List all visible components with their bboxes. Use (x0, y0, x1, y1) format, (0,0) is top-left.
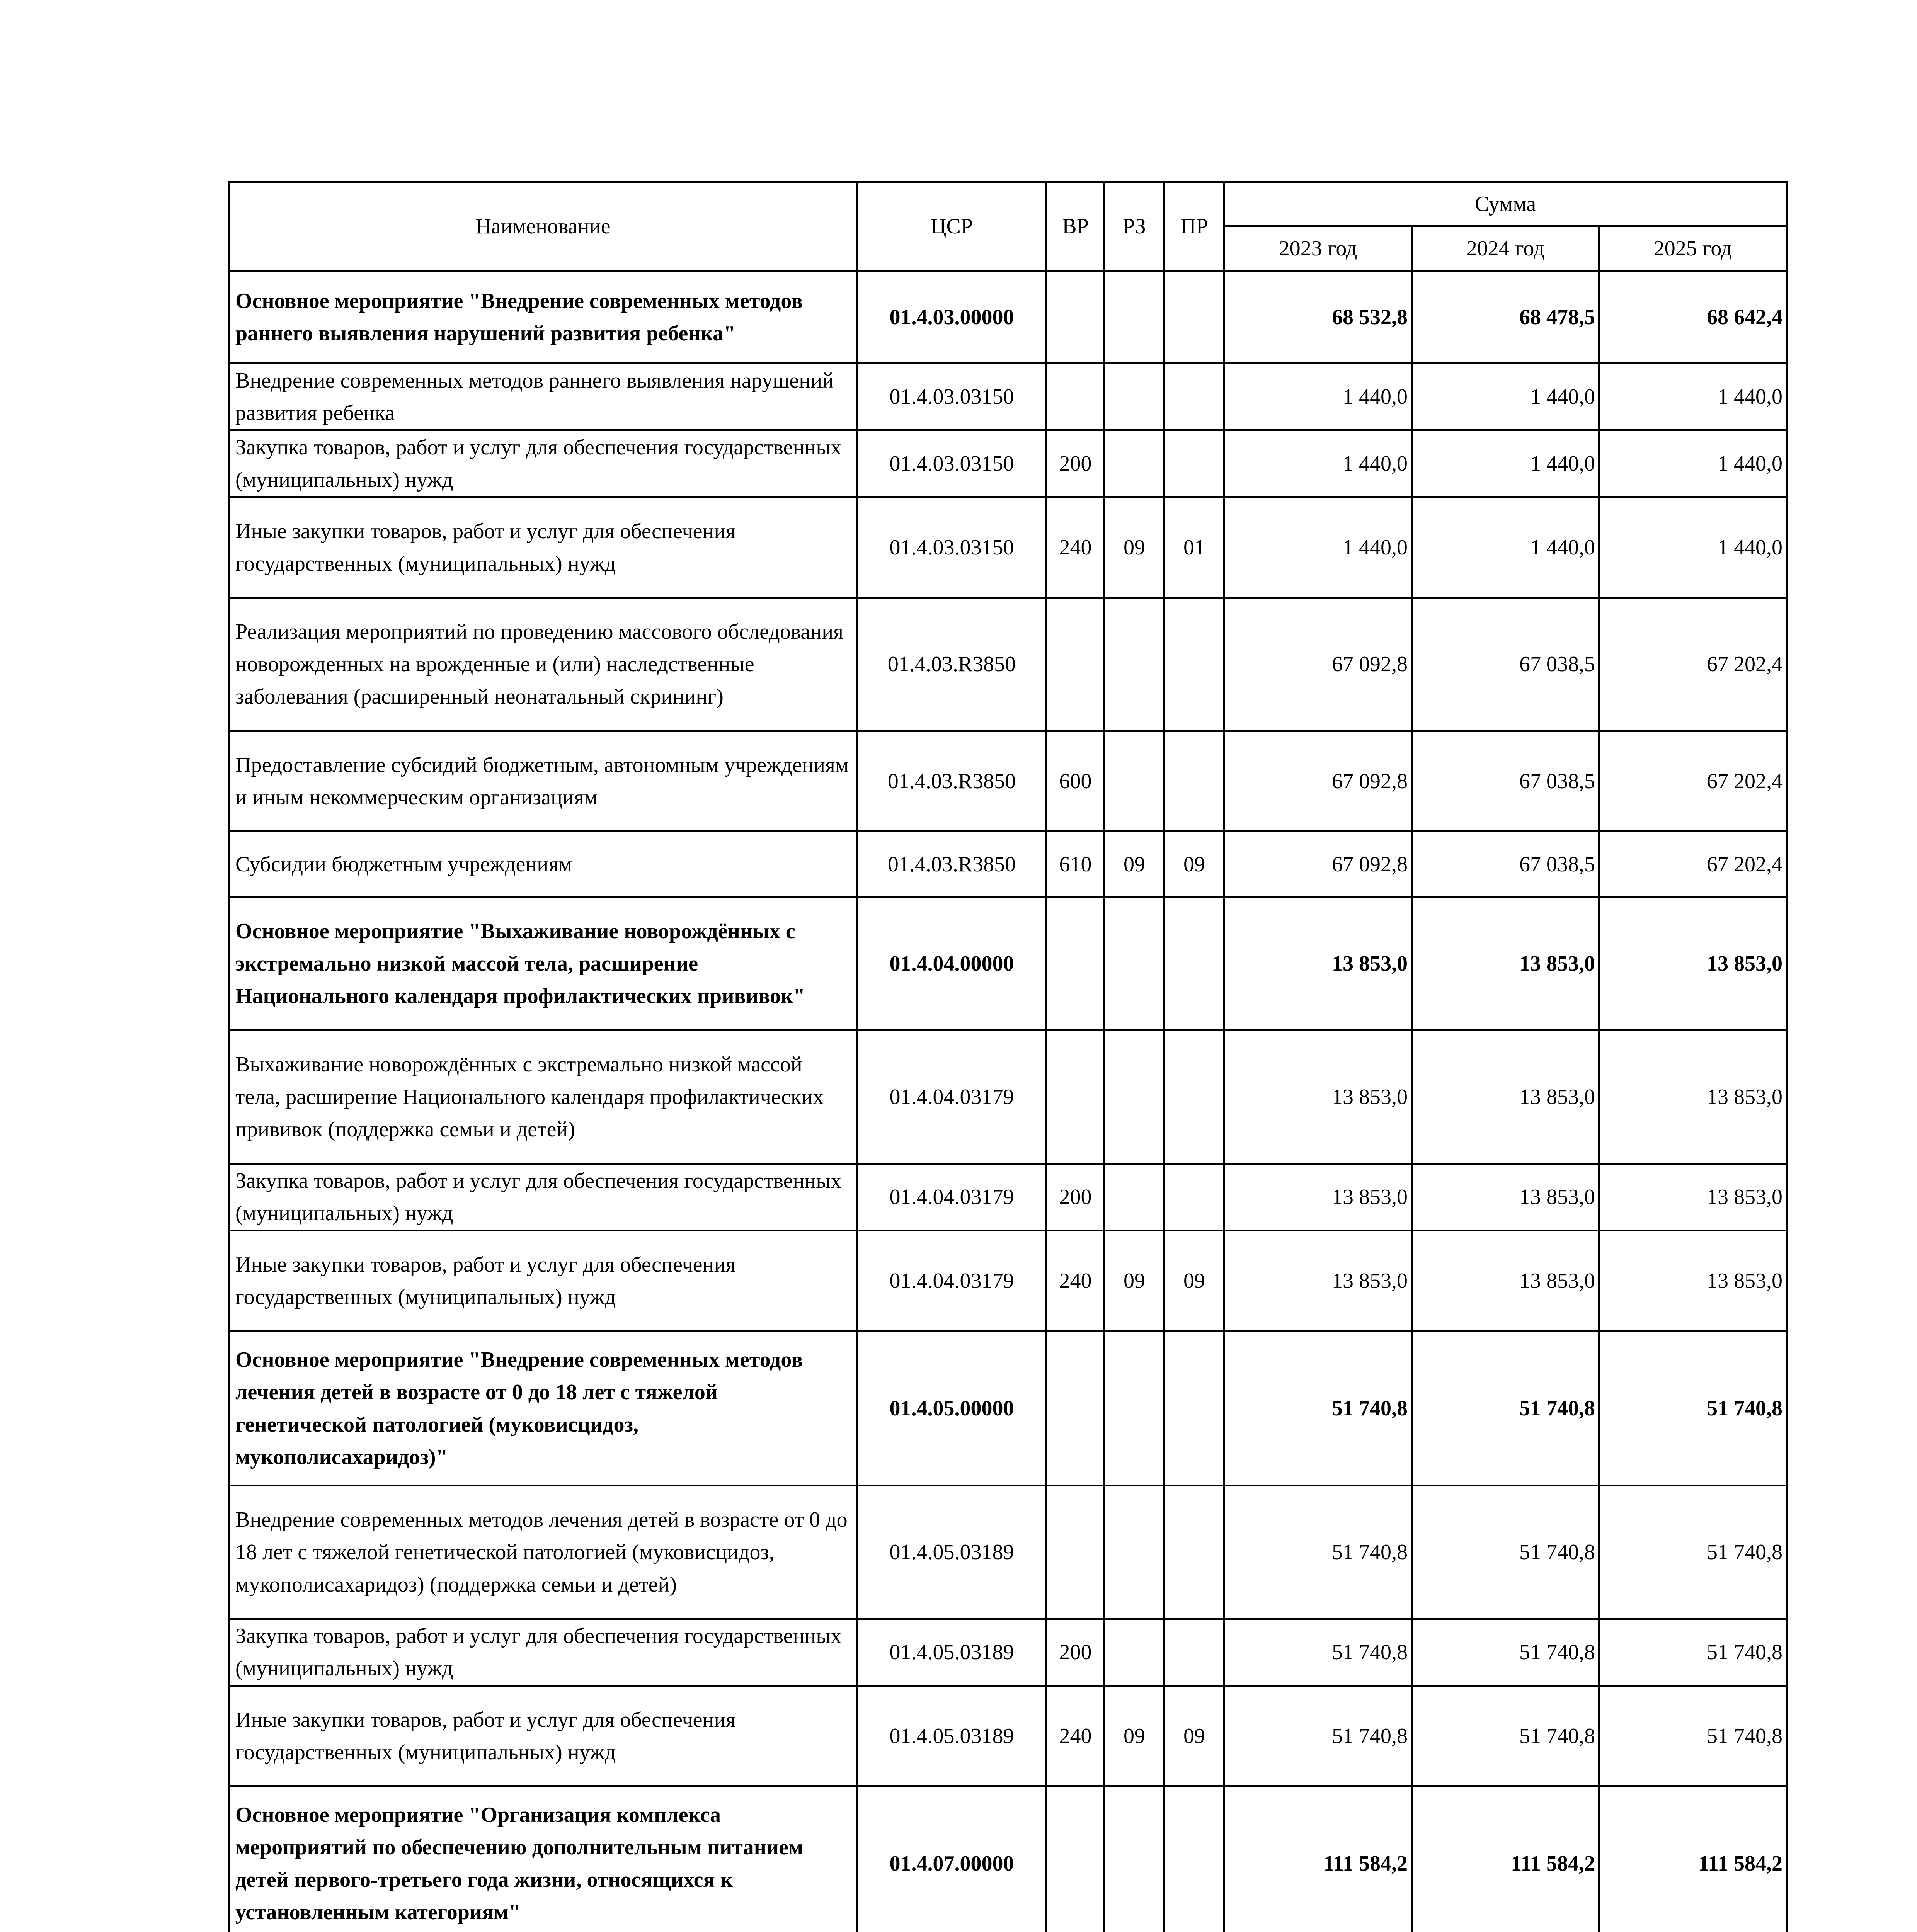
row-2024: 51 740,8 (1412, 1619, 1599, 1686)
table-row (229, 364, 1787, 430)
row-2024: 51 740,8 (1412, 1686, 1599, 1786)
row-2023: 51 740,8 (1224, 1619, 1412, 1686)
row-pr (1165, 1786, 1224, 1932)
table-row (229, 598, 1787, 731)
table-row (229, 1786, 1787, 1932)
row-pr: 09 (1165, 1686, 1224, 1786)
row-2025: 13 853,0 (1599, 1164, 1787, 1231)
table-row (229, 1164, 1787, 1231)
row-rz (1105, 1786, 1165, 1932)
row-name: Реализация мероприятий по проведению массового обследования новорожденных на врожденные и (или) наследственные заболевания (расширенный неонатальный скрининг) (229, 598, 857, 731)
row-csr: 01.4.05.03189 (857, 1619, 1047, 1686)
row-2023: 111 584,2 (1224, 1786, 1412, 1932)
header-sum: Сумма (1224, 182, 1787, 226)
header-rz: РЗ (1105, 182, 1165, 271)
row-name: Закупка товаров, работ и услуг для обеспечения государственных (муниципальных) нужд (229, 1164, 857, 1231)
row-2023: 13 853,0 (1224, 1031, 1412, 1164)
row-2024: 68 478,5 (1412, 271, 1599, 364)
header-name: Наименование (229, 182, 857, 271)
row-rz (1105, 1486, 1165, 1619)
row-vr (1047, 1031, 1105, 1164)
row-2023: 51 740,8 (1224, 1486, 1412, 1619)
row-2023: 51 740,8 (1224, 1686, 1412, 1786)
table-row (229, 1686, 1787, 1786)
row-2023: 1 440,0 (1224, 497, 1412, 598)
table-row (229, 1031, 1787, 1164)
row-name: Основное мероприятие "Выхаживание новорождённых с экстремально низкой массой тела, расширение Национального календаря профилактических прививок" (229, 897, 857, 1031)
row-2024: 111 584,2 (1412, 1786, 1599, 1932)
row-rz (1105, 430, 1165, 497)
row-name: Иные закупки товаров, работ и услуг для обеспечения государственных (муниципальных) нужд (229, 497, 857, 598)
row-2024: 1 440,0 (1412, 430, 1599, 497)
row-2024: 1 440,0 (1412, 364, 1599, 430)
row-name: Основное мероприятие "Внедрение современных методов раннего выявления нарушений развития ребенка" (229, 271, 857, 364)
row-pr (1165, 1031, 1224, 1164)
row-pr (1165, 430, 1224, 497)
row-2024: 67 038,5 (1412, 598, 1599, 731)
row-2025: 67 202,4 (1599, 832, 1787, 897)
table-row (229, 832, 1787, 897)
row-2024: 13 853,0 (1412, 897, 1599, 1031)
table-row (229, 897, 1787, 1031)
row-csr: 01.4.03.03150 (857, 364, 1047, 430)
row-csr: 01.4.07.00000 (857, 1786, 1047, 1932)
row-2025: 13 853,0 (1599, 1031, 1787, 1164)
row-2024: 13 853,0 (1412, 1231, 1599, 1331)
row-rz (1105, 1164, 1165, 1231)
row-name: Закупка товаров, работ и услуг для обеспечения государственных (муниципальных) нужд (229, 1619, 857, 1686)
row-pr (1165, 364, 1224, 430)
table-row (229, 430, 1787, 497)
row-csr: 01.4.03.03150 (857, 497, 1047, 598)
row-2025: 13 853,0 (1599, 1231, 1787, 1331)
row-rz (1105, 1619, 1165, 1686)
row-2023: 67 092,8 (1224, 598, 1412, 731)
row-vr: 240 (1047, 1231, 1105, 1331)
header-pr: ПР (1165, 182, 1224, 271)
row-2024: 67 038,5 (1412, 731, 1599, 832)
row-vr: 200 (1047, 1164, 1105, 1231)
row-csr: 01.4.03.R3850 (857, 598, 1047, 731)
row-2025: 1 440,0 (1599, 430, 1787, 497)
row-rz (1105, 271, 1165, 364)
row-csr: 01.4.03.R3850 (857, 731, 1047, 832)
header-csr: ЦСР (857, 182, 1047, 271)
row-2023: 13 853,0 (1224, 897, 1412, 1031)
table-row (229, 497, 1787, 598)
row-2023: 1 440,0 (1224, 430, 1412, 497)
row-2023: 51 740,8 (1224, 1331, 1412, 1486)
row-2023: 1 440,0 (1224, 364, 1412, 430)
table-row (229, 1331, 1787, 1486)
row-2025: 51 740,8 (1599, 1486, 1787, 1619)
table-row (229, 1231, 1787, 1331)
row-pr: 09 (1165, 1231, 1224, 1331)
row-2023: 67 092,8 (1224, 832, 1412, 897)
row-name: Субсидии бюджетным учреждениям (229, 832, 857, 897)
row-name: Иные закупки товаров, работ и услуг для обеспечения государственных (муниципальных) нужд (229, 1686, 857, 1786)
row-name: Внедрение современных методов раннего выявления нарушений развития ребенка (229, 364, 857, 430)
row-2025: 1 440,0 (1599, 364, 1787, 430)
row-2024: 51 740,8 (1412, 1486, 1599, 1619)
row-csr: 01.4.05.00000 (857, 1331, 1047, 1486)
row-csr: 01.4.03.03150 (857, 430, 1047, 497)
row-2024: 51 740,8 (1412, 1331, 1599, 1486)
header-2024: 2024 год (1412, 226, 1599, 271)
row-2024: 67 038,5 (1412, 832, 1599, 897)
row-name: Внедрение современных методов лечения детей в возрасте от 0 до 18 лет с тяжелой генетической патологией (муковисцидоз, мукополисахаридоз) (поддержка семьи и детей) (229, 1486, 857, 1619)
row-vr (1047, 1331, 1105, 1486)
row-pr: 09 (1165, 832, 1224, 897)
row-2023: 13 853,0 (1224, 1164, 1412, 1231)
row-csr: 01.4.04.00000 (857, 897, 1047, 1031)
table-row (229, 1486, 1787, 1619)
row-name: Основное мероприятие "Внедрение современных методов лечения детей в возрасте от 0 до 18 лет с тяжелой генетической патологией (муковисцидоз, мукополисахаридоз)" (229, 1331, 857, 1486)
row-2024: 13 853,0 (1412, 1031, 1599, 1164)
row-vr: 610 (1047, 832, 1105, 897)
table-row (229, 271, 1787, 364)
row-2023: 67 092,8 (1224, 731, 1412, 832)
row-2024: 1 440,0 (1412, 497, 1599, 598)
row-rz (1105, 731, 1165, 832)
row-pr (1165, 271, 1224, 364)
row-2025: 67 202,4 (1599, 598, 1787, 731)
row-pr (1165, 1164, 1224, 1231)
header-2025: 2025 год (1599, 226, 1787, 271)
row-rz (1105, 897, 1165, 1031)
row-2025: 13 853,0 (1599, 897, 1787, 1031)
row-2025: 51 740,8 (1599, 1331, 1787, 1486)
row-name: Выхаживание новорождённых с экстремально низкой массой тела, расширение Национального календаря профилактических прививок (поддержка семьи и детей) (229, 1031, 857, 1164)
row-2025: 68 642,4 (1599, 271, 1787, 364)
row-2023: 13 853,0 (1224, 1231, 1412, 1331)
row-2024: 13 853,0 (1412, 1164, 1599, 1231)
row-2025: 67 202,4 (1599, 731, 1787, 832)
row-vr: 240 (1047, 1686, 1105, 1786)
row-2025: 51 740,8 (1599, 1686, 1787, 1786)
row-vr: 200 (1047, 1619, 1105, 1686)
row-vr (1047, 1486, 1105, 1619)
budget-table (228, 181, 1788, 1932)
row-vr: 240 (1047, 497, 1105, 598)
row-vr: 600 (1047, 731, 1105, 832)
row-name: Закупка товаров, работ и услуг для обеспечения государственных (муниципальных) нужд (229, 430, 857, 497)
header-2023: 2023 год (1224, 226, 1412, 271)
row-2023: 68 532,8 (1224, 271, 1412, 364)
row-vr (1047, 1786, 1105, 1932)
row-csr: 01.4.04.03179 (857, 1231, 1047, 1331)
row-vr (1047, 364, 1105, 430)
row-rz: 09 (1105, 1231, 1165, 1331)
table-body (229, 271, 1787, 1932)
row-csr: 01.4.05.03189 (857, 1486, 1047, 1619)
row-vr (1047, 598, 1105, 731)
row-rz (1105, 598, 1165, 731)
row-pr (1165, 731, 1224, 832)
row-csr: 01.4.04.03179 (857, 1164, 1047, 1231)
row-csr: 01.4.03.R3850 (857, 832, 1047, 897)
row-pr (1165, 1486, 1224, 1619)
row-vr: 200 (1047, 430, 1105, 497)
row-rz (1105, 1331, 1165, 1486)
row-pr (1165, 897, 1224, 1031)
row-2025: 111 584,2 (1599, 1786, 1787, 1932)
row-2025: 51 740,8 (1599, 1619, 1787, 1686)
row-rz: 09 (1105, 497, 1165, 598)
row-vr (1047, 271, 1105, 364)
header-vr: ВР (1047, 182, 1105, 271)
row-csr: 01.4.05.03189 (857, 1686, 1047, 1786)
row-pr (1165, 1331, 1224, 1486)
table-row (229, 1619, 1787, 1686)
table-row (229, 731, 1787, 832)
row-rz: 09 (1105, 832, 1165, 897)
row-vr (1047, 897, 1105, 1031)
row-name: Иные закупки товаров, работ и услуг для обеспечения государственных (муниципальных) нужд (229, 1231, 857, 1331)
row-rz (1105, 364, 1165, 430)
row-csr: 01.4.04.03179 (857, 1031, 1047, 1164)
row-rz: 09 (1105, 1686, 1165, 1786)
row-name: Основное мероприятие "Организация комплекса мероприятий по обеспечению дополнительным питанием детей первого-третьего года жизни, относящихся к установленным категориям" (229, 1786, 857, 1932)
row-name: Предоставление субсидий бюджетным, автономным учреждениям и иным некоммерческим организациям (229, 731, 857, 832)
row-pr (1165, 1619, 1224, 1686)
row-pr: 01 (1165, 497, 1224, 598)
row-rz (1105, 1031, 1165, 1164)
row-2025: 1 440,0 (1599, 497, 1787, 598)
row-csr: 01.4.03.00000 (857, 271, 1047, 364)
row-pr (1165, 598, 1224, 731)
